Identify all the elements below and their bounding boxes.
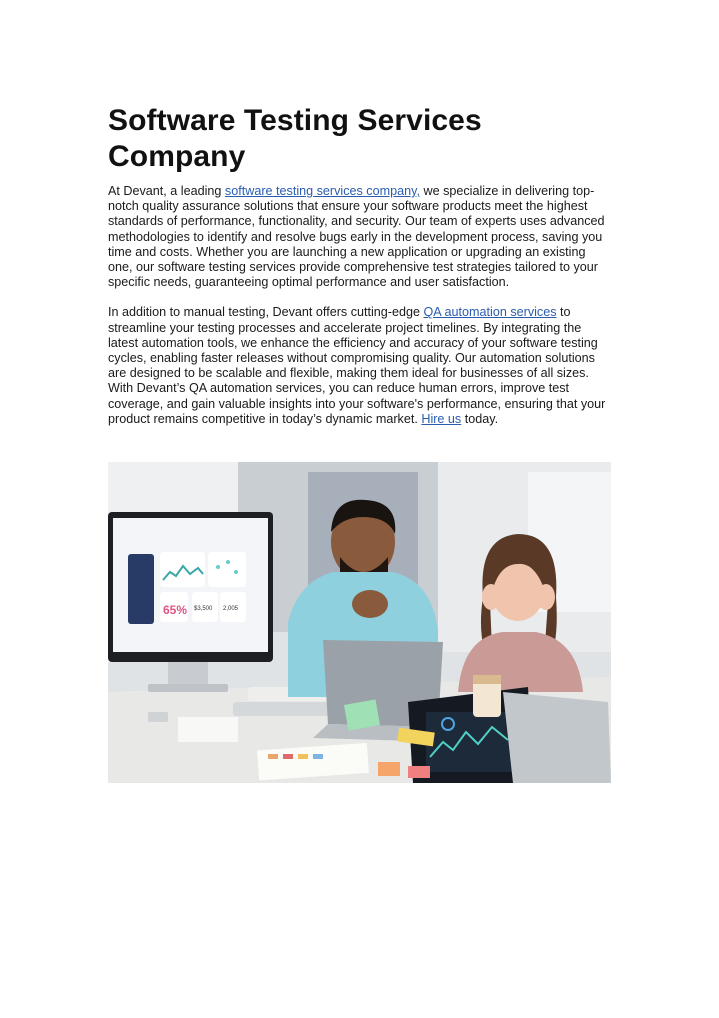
team-photo: [108, 462, 611, 783]
automation-text-end: today.: [461, 411, 499, 426]
automation-text-start: In addition to manual testing, Devant offers cutting-edge: [108, 305, 424, 320]
page-title: Software Testing Services Company: [108, 104, 482, 173]
intro-paragraph: [108, 184, 613, 290]
intro-text-start: At Devant, a leading: [108, 184, 225, 198]
monitor-value: $3,500: [194, 606, 213, 612]
monitor-percent: 65%: [163, 603, 188, 617]
monitor-count: 2,005: [223, 606, 239, 612]
automation-text-middle: to streamline your testing processes and accelerate project timelines. By integrating the latest automation tools, we enhance the efficiency and accuracy of your software testing cycles, enabling faster releases without compromising quality. Our automation solutions are designed to be scalable and flexible, making them ideal for businesses of all sizes. With Devant’s QA automation services, you can reduce human errors, improve test coverage, and gain valuable insights into your software's performance, ensuring that your product remains competitive in today’s dynamic market.: [108, 305, 606, 426]
hire-us-link[interactable]: Hire us: [421, 411, 462, 426]
qa-automation-link[interactable]: QA automation services: [423, 305, 557, 320]
intro-text-end: we specialize in delivering top-notch quality assurance solutions that ensure your software products meet the highest standards of performance, functionality, and security. Our team of experts uses advanced methodologies to identify and resolve bugs early in the development process, saving you time and costs. Whether you are launching a new application or upgrading an existing one, our software testing services provide comprehensive test strategies tailored to your specific needs, guaranteeing optimal performance and user satisfaction.: [108, 184, 605, 290]
software-testing-link[interactable]: software testing services company,: [224, 184, 420, 198]
document-page: [108, 103, 613, 427]
automation-paragraph: [108, 305, 613, 427]
